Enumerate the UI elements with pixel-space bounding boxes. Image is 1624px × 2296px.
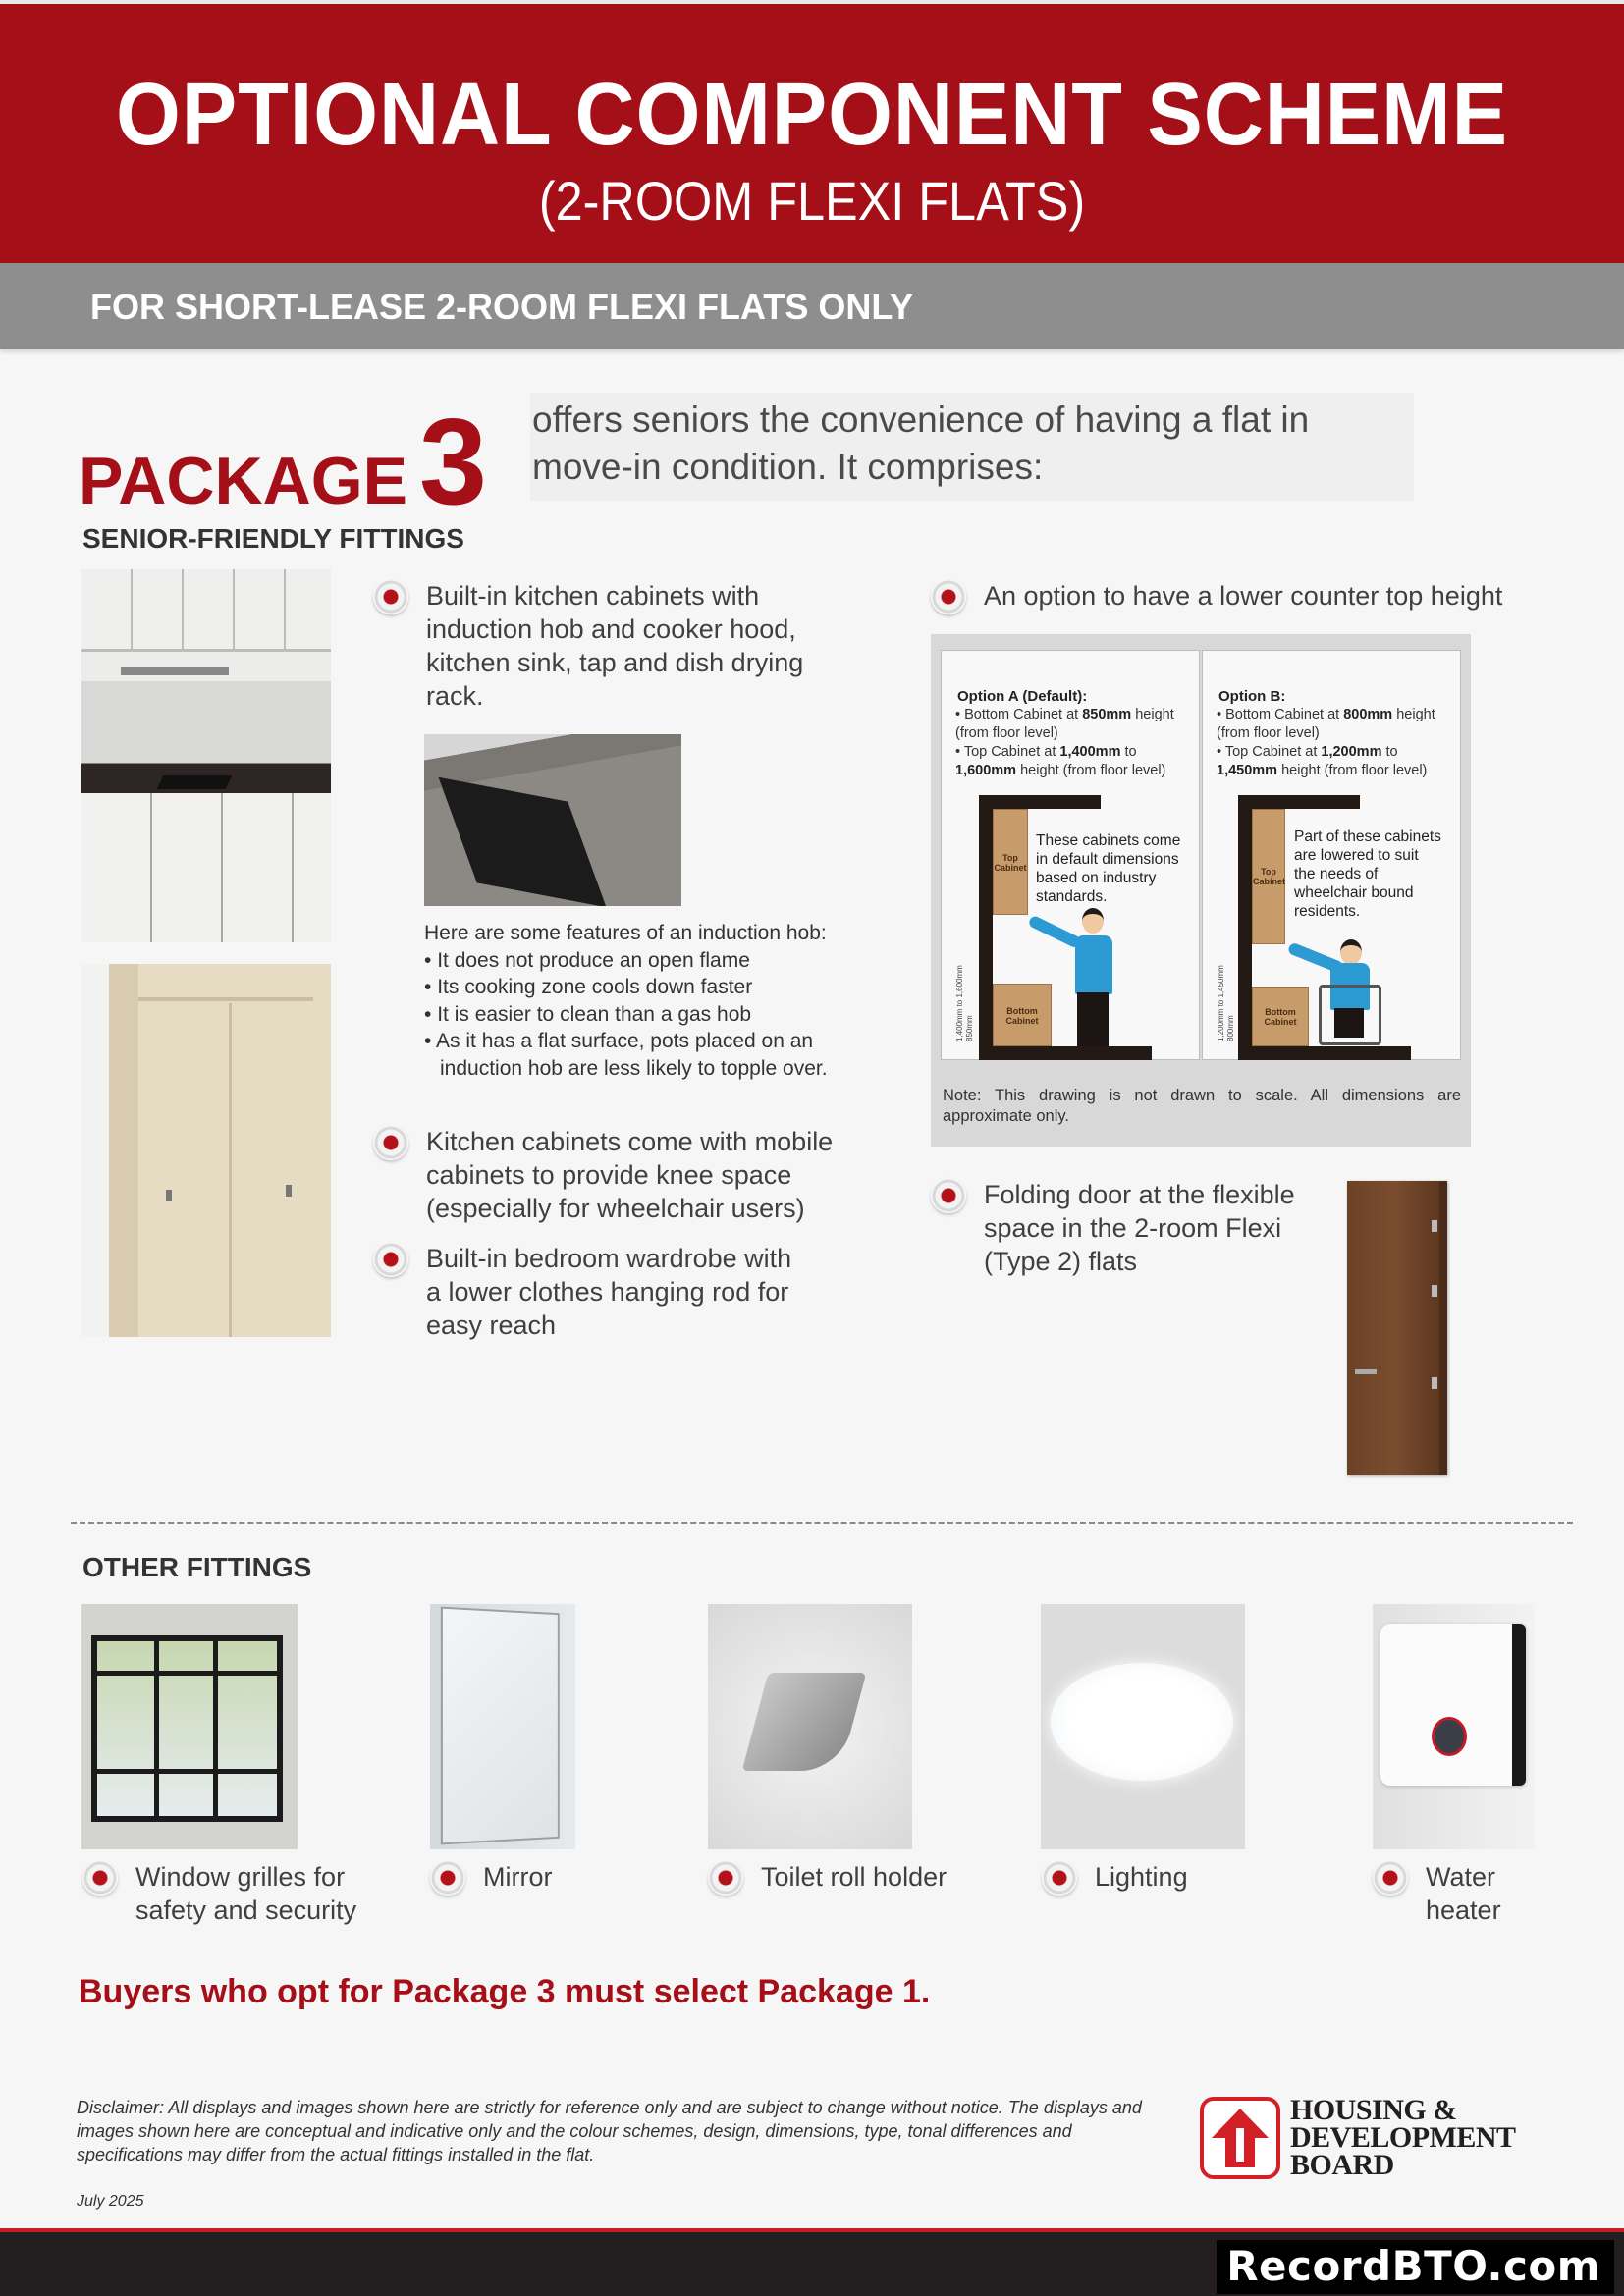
publication-date: July 2025 <box>77 2193 144 2210</box>
other-fitting-window-grilles: Window grilles for safety and security <box>82 1860 377 1927</box>
section-divider <box>71 1522 1573 1524</box>
page-title: OPTIONAL COMPONENT SCHEME <box>116 66 1508 164</box>
induction-hob-photo <box>424 734 681 906</box>
induction-feature: • Its cooking zone cools down faster <box>424 974 876 1001</box>
water-heater-photo <box>1373 1604 1535 1849</box>
bottom-cabinet-a: Bottom Cabinet <box>993 984 1052 1046</box>
package-description: offers seniors the convenience of having a flat in move-in condition. It comprises: <box>530 393 1414 501</box>
option-a-panel: Option A (Default): • Bottom Cabinet at 850mm height (from floor level) • Top Cabinet at 1,400mm to 1,600mm height (from floor level) Top Cabinet Bottom Cabinet These cabinets come in default dimensions based on industry standards. 1,400mm to 1,600mm 850mm <box>941 650 1200 1060</box>
window-grilles-photo <box>81 1604 298 1849</box>
standing-person-icon <box>1082 908 1104 934</box>
bullet-icon <box>931 1178 966 1213</box>
senior-fittings-heading: SENIOR-FRIENDLY FITTINGS <box>82 523 464 554</box>
induction-feature: • As it has a flat surface, pots placed on an induction hob are less likely to topple over. <box>424 1028 876 1082</box>
option-b-title: Option B: <box>1218 688 1286 705</box>
induction-features <box>424 920 876 1082</box>
other-fittings-heading: OTHER FITTINGS <box>82 1552 312 1582</box>
fitting-wardrobe: Built-in bedroom wardrobe with a lower clothes hanging rod for easy reach <box>373 1242 805 1342</box>
option-b-specs: • Bottom Cabinet at 800mm height (from floor level) • Top Cabinet at 1,200mm to 1,450mm height (from floor level) <box>1217 707 1435 778</box>
other-fitting-toilet-roll-holder: Toilet roll holder <box>708 1860 1002 1896</box>
hdb-logo: HOUSING & DEVELOPMENT BOARD <box>1200 2097 1516 2179</box>
top-cabinet-a: Top Cabinet <box>993 809 1028 915</box>
option-b-caption: Part of these cabinets are lowered to suit the needs of wheelchair bound residents. <box>1294 828 1441 920</box>
bullet-icon <box>373 1125 408 1160</box>
bullet-icon <box>373 1242 408 1277</box>
top-cabinet-b: Top Cabinet <box>1252 809 1285 944</box>
lighting-photo <box>1041 1604 1245 1849</box>
bullet-icon <box>82 1860 118 1896</box>
bullet-icon <box>931 579 966 614</box>
wheelchair-user-icon <box>1340 939 1362 965</box>
package-heading <box>79 393 487 532</box>
option-a-caption: These cabinets come in default dimensions based on industry standards. <box>1036 832 1181 905</box>
eligibility-text: FOR SHORT-LEASE 2-ROOM FLEXI FLATS ONLY <box>90 287 914 327</box>
induction-features-intro: Here are some features of an induction hob: <box>424 922 827 944</box>
mirror-photo <box>430 1604 575 1849</box>
toilet-roll-holder-photo <box>708 1604 912 1849</box>
wardrobe-photo <box>81 964 331 1337</box>
page-subtitle: (2-ROOM FLEXI FLATS) <box>538 170 1086 232</box>
hdb-house-icon <box>1200 2097 1280 2179</box>
fitting-mobile-cabinets: Kitchen cabinets come with mobile cabinets to provide knee space (especially for wheelchair users) <box>373 1125 854 1225</box>
induction-feature: • It is easier to clean than a gas hob <box>424 1001 876 1029</box>
disclaimer-text: Disclaimer: All displays and images shown here are strictly for reference only and are subject to change without notice. The displays and images shown here are conceptual and indicative only and the colour schemes, design, dimensions, type, tonal differences and specifications may differ from the actual fittings installed in the flat. <box>77 2098 1142 2164</box>
package-requirement-warning: Buyers who opt for Package 3 must select Package 1. <box>79 1973 931 2010</box>
watermark: RecordBTO.com <box>1217 2240 1614 2294</box>
fitting-counter-height: An option to have a lower counter top height <box>931 579 1540 614</box>
option-b-panel: Option B: • Bottom Cabinet at 800mm height (from floor level) • Top Cabinet at 1,200mm to 1,450mm height (from floor level) Top Cabinet Bottom Cabinet Part of these cabinets are lowered to suit the needs of wheelchair bound residents. 1,200mm to 1,450mm 800mm <box>1202 650 1461 1060</box>
bullet-icon <box>1042 1860 1077 1896</box>
other-fitting-lighting: Lighting <box>1042 1860 1238 1896</box>
eligibility-bar <box>0 263 1624 349</box>
package-word: PACKAGE <box>79 444 407 518</box>
option-a-specs: • Bottom Cabinet at 850mm height (from floor level) • Top Cabinet at 1,400mm to 1,600mm height (from floor level) <box>955 707 1174 778</box>
diagram-note: Note: This drawing is not drawn to scale. All dimensions are approximate only. <box>943 1087 1461 1125</box>
bullet-icon <box>1373 1860 1408 1896</box>
other-fitting-water-heater: Water heater <box>1373 1860 1520 1927</box>
kitchen-cabinets-photo <box>81 569 331 942</box>
bullet-icon <box>430 1860 465 1896</box>
counter-height-diagram <box>931 634 1471 1147</box>
induction-feature: • It does not produce an open flame <box>424 947 876 975</box>
bottom-cabinet-b: Bottom Cabinet <box>1252 987 1309 1046</box>
bullet-icon <box>708 1860 743 1896</box>
title-banner <box>0 0 1624 263</box>
bullet-icon <box>373 579 408 614</box>
fitting-folding-door: Folding door at the flexible space in the 2-room Flexi (Type 2) flats <box>931 1178 1324 1278</box>
fitting-kitchen-cabinets: Built-in kitchen cabinets with induction hob and cooker hood, kitchen sink, tap and dish drying rack. <box>373 579 825 713</box>
folding-door-photo <box>1347 1181 1447 1475</box>
other-fitting-mirror: Mirror <box>430 1860 626 1896</box>
option-a-title: Option A (Default): <box>957 688 1088 705</box>
footer-bar <box>0 2228 1624 2296</box>
package-number: 3 <box>419 395 487 530</box>
